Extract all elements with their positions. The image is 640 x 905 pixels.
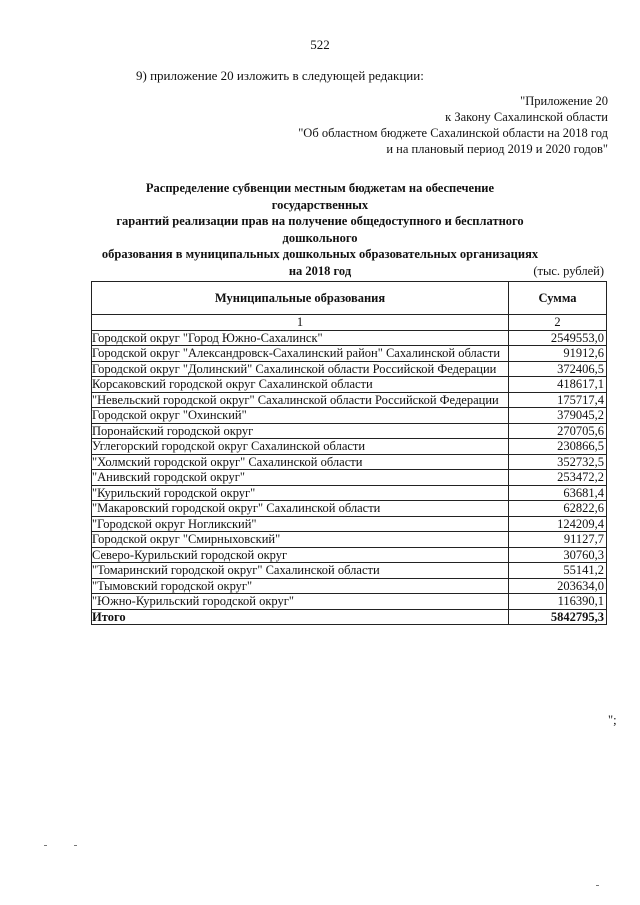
municipality-name: Городской округ "Смирныховский"	[92, 532, 509, 548]
municipality-name: "Тымовский городской округ"	[92, 578, 509, 594]
amount-value: 270705,6	[509, 423, 607, 439]
municipality-name: Городской округ "Город Южно-Сахалинск"	[92, 330, 509, 346]
table-row	[92, 516, 607, 532]
appendix-reference	[298, 93, 608, 157]
table-row	[92, 408, 607, 424]
column-number-row	[92, 315, 607, 331]
municipality-name: Корсаковский городской округ Сахалинской области	[92, 377, 509, 393]
table-row	[92, 501, 607, 517]
municipality-name: Городской округ "Долинский" Сахалинской области Российской Федерации	[92, 361, 509, 377]
appendix-line: и на плановый период 2019 и 2020 годов"	[386, 142, 608, 156]
amount-value: 2549553,0	[509, 330, 607, 346]
table-row	[92, 547, 607, 563]
page-number: 522	[310, 37, 330, 52]
amount-value: 175717,4	[509, 392, 607, 408]
amount-value: 91912,6	[509, 346, 607, 362]
table-row	[92, 470, 607, 486]
column-number: 1	[92, 315, 509, 331]
amount-value: 230866,5	[509, 439, 607, 455]
amount-value: 124209,4	[509, 516, 607, 532]
title-line: образования в муниципальных дошкольных образовательных организациях	[101, 247, 539, 261]
municipality-name: "Анивский городской округ"	[92, 470, 509, 486]
appendix-line: "Приложение 20	[520, 94, 608, 108]
municipality-name: Городской округ "Охинский"	[92, 408, 509, 424]
municipality-name: "Холмский городской округ" Сахалинской области	[92, 454, 509, 470]
municipality-name: "Курильский городской округ"	[92, 485, 509, 501]
table-row	[92, 361, 607, 377]
intro-text: 9) приложение 20 изложить в следующей редакции:	[136, 68, 424, 83]
table-row	[92, 423, 607, 439]
appendix-line: к Закону Сахалинской области	[445, 110, 608, 124]
total-value: 5842795,3	[509, 609, 607, 625]
total-label: Итого	[92, 609, 509, 625]
table-row	[92, 377, 607, 393]
amount-value: 63681,4	[509, 485, 607, 501]
column-header-municipality: Муниципальные образования	[92, 282, 509, 315]
table-row	[92, 563, 607, 579]
amount-value: 352732,5	[509, 454, 607, 470]
municipality-name: "Макаровский городской округ" Сахалинской области	[92, 501, 509, 517]
table-row	[92, 454, 607, 470]
scan-mark	[44, 845, 47, 846]
table-header-row	[92, 282, 607, 315]
municipality-name: Северо-Курильский городской округ	[92, 547, 509, 563]
units-label: (тыс. рублей)	[533, 264, 604, 278]
column-number: 2	[509, 315, 607, 331]
amount-value: 379045,2	[509, 408, 607, 424]
closing-quote: ";	[608, 713, 617, 727]
table-row	[92, 439, 607, 455]
scan-mark	[596, 885, 599, 886]
amount-value: 203634,0	[509, 578, 607, 594]
amount-value: 55141,2	[509, 563, 607, 579]
amount-value: 253472,2	[509, 470, 607, 486]
table-row	[92, 578, 607, 594]
municipality-name: Углегорский городской округ Сахалинской области	[92, 439, 509, 455]
table-row	[92, 392, 607, 408]
amount-value: 62822,6	[509, 501, 607, 517]
municipality-name: Поронайский городской округ	[92, 423, 509, 439]
municipality-name: "Томаринский городской округ" Сахалинской области	[92, 563, 509, 579]
amount-value: 30760,3	[509, 547, 607, 563]
title-line: Распределение субвенции местным бюджетам на обеспечение государственных	[145, 181, 495, 212]
amount-value: 372406,5	[509, 361, 607, 377]
document-title	[100, 180, 540, 279]
subvention-table	[91, 281, 607, 625]
amount-value: 116390,1	[509, 594, 607, 610]
table-row	[92, 330, 607, 346]
title-line: на 2018 год	[288, 263, 352, 278]
municipality-name: Городской округ "Александровск-Сахалинский район" Сахалинской области	[92, 346, 509, 362]
appendix-line: "Об областном бюджете Сахалинской области на 2018 год	[298, 126, 608, 140]
table-row	[92, 594, 607, 610]
table-row	[92, 485, 607, 501]
scan-mark	[74, 845, 77, 846]
municipality-name: "Южно-Курильский городской округ"	[92, 594, 509, 610]
title-line: гарантий реализации прав на получение общедоступного и бесплатного дошкольного	[116, 214, 524, 245]
municipality-name: "Невельский городской округ" Сахалинской области Российской Федерации	[92, 392, 509, 408]
municipality-name: "Городской округ Ногликский"	[92, 516, 509, 532]
amount-value: 418617,1	[509, 377, 607, 393]
column-header-amount: Сумма	[509, 282, 607, 315]
amount-value: 91127,7	[509, 532, 607, 548]
table-row	[92, 346, 607, 362]
table-row	[92, 532, 607, 548]
total-row	[92, 609, 607, 625]
